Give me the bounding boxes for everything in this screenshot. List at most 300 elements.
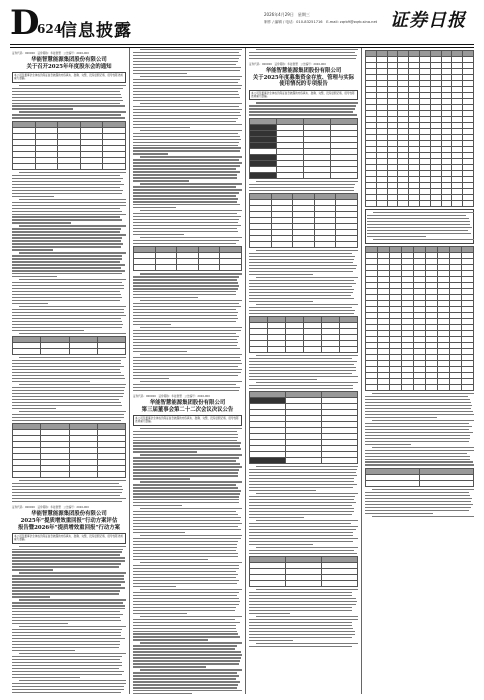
text-line xyxy=(12,656,122,657)
text-line xyxy=(249,526,358,527)
announcement-title xyxy=(12,57,126,70)
text-line xyxy=(12,414,124,415)
text-line xyxy=(12,193,122,194)
text-line xyxy=(133,192,239,193)
text-line xyxy=(12,396,123,397)
table-row xyxy=(13,163,126,169)
text-line xyxy=(12,175,120,176)
text-line xyxy=(12,608,125,609)
text-line xyxy=(249,604,356,605)
text-line xyxy=(133,171,240,172)
text-line xyxy=(133,306,241,307)
text-line xyxy=(12,297,122,298)
newspaper-logo: 证券日报 xyxy=(390,10,466,31)
text-line xyxy=(133,633,238,634)
body-text xyxy=(12,172,126,334)
text-line xyxy=(133,198,238,199)
table-cell xyxy=(286,346,304,352)
text-line xyxy=(12,214,126,215)
text-line xyxy=(249,370,356,371)
text-line xyxy=(12,294,121,295)
text-line xyxy=(249,538,358,539)
text-line xyxy=(365,441,469,442)
text-line xyxy=(133,201,237,202)
table-cell xyxy=(322,580,358,586)
text-line xyxy=(12,665,122,666)
text-line xyxy=(12,668,119,669)
text-line xyxy=(12,208,120,209)
body-text xyxy=(249,181,358,191)
table-cell xyxy=(13,472,41,478)
text-line xyxy=(133,159,239,160)
body-text xyxy=(365,393,474,466)
text-line xyxy=(133,189,242,190)
text-line xyxy=(249,613,290,614)
text-line xyxy=(365,510,469,511)
text-line xyxy=(133,106,239,107)
text-line xyxy=(12,94,121,95)
text-line xyxy=(133,607,236,608)
body-text xyxy=(249,466,358,554)
text-line xyxy=(256,616,358,617)
data-table xyxy=(365,468,474,487)
text-line xyxy=(365,507,471,508)
text-line xyxy=(133,112,240,113)
text-line xyxy=(19,411,126,412)
text-line xyxy=(133,586,176,587)
text-line xyxy=(372,447,474,448)
text-line xyxy=(19,480,126,481)
text-line xyxy=(133,613,187,614)
text-line xyxy=(12,288,124,289)
text-line xyxy=(133,645,237,646)
text-line xyxy=(133,330,241,331)
body-text xyxy=(249,49,358,59)
text-line xyxy=(249,364,354,365)
text-line xyxy=(133,493,240,494)
text-line xyxy=(133,348,240,349)
text-line xyxy=(133,636,240,637)
text-line xyxy=(133,291,236,292)
text-line xyxy=(133,520,240,521)
text-line xyxy=(365,438,470,439)
text-line xyxy=(365,501,471,502)
text-line xyxy=(133,231,238,232)
text-line xyxy=(249,271,353,272)
text-line xyxy=(12,303,48,304)
page-number: 624 xyxy=(37,22,63,36)
text-line xyxy=(12,659,120,660)
text-line xyxy=(133,180,189,181)
table-cell xyxy=(430,201,441,207)
text-line xyxy=(256,102,358,103)
text-line xyxy=(133,496,239,497)
title-line: 报告暨2026年“提质增效重回报”行动方案 xyxy=(17,524,121,531)
title-line: 华能智慧能源集团股份有限公司 xyxy=(149,399,226,406)
text-line xyxy=(12,309,124,310)
text-line xyxy=(12,291,120,292)
text-line xyxy=(365,461,473,462)
board-notice: 本公司及董事会全体成员保证信息披露的内容真实、准确、完整，没有虚假记载、误导性陈述或重大遗漏。 xyxy=(12,533,126,543)
table-cell xyxy=(250,346,268,352)
text-line xyxy=(133,565,239,566)
table-row xyxy=(250,241,358,247)
text-line xyxy=(249,478,354,479)
text-line xyxy=(133,127,190,128)
table-cell xyxy=(286,458,322,464)
data-table xyxy=(249,391,358,464)
text-line xyxy=(365,402,471,403)
text-line xyxy=(256,589,358,590)
text-line xyxy=(249,535,353,536)
table-cell xyxy=(336,241,358,247)
table-cell xyxy=(378,384,390,390)
text-line xyxy=(12,264,125,265)
text-line xyxy=(140,130,242,131)
text-line xyxy=(133,502,239,503)
text-line xyxy=(249,298,354,299)
table-row xyxy=(13,349,126,355)
text-line xyxy=(365,396,468,397)
text-line xyxy=(133,342,238,343)
text-line xyxy=(372,516,474,517)
text-line xyxy=(249,283,356,284)
text-line xyxy=(12,300,120,301)
text-line xyxy=(133,448,241,449)
text-line xyxy=(249,517,304,518)
text-line xyxy=(133,675,239,676)
table-cell xyxy=(58,163,81,169)
text-line xyxy=(12,557,125,558)
text-line xyxy=(12,578,124,579)
text-line xyxy=(249,595,352,596)
text-line xyxy=(256,493,358,494)
table-row xyxy=(13,472,126,478)
table-cell xyxy=(69,349,97,355)
text-line xyxy=(12,674,122,675)
text-line xyxy=(133,168,236,169)
text-line xyxy=(12,489,123,490)
table-cell xyxy=(387,201,398,207)
text-line xyxy=(133,619,235,620)
text-line xyxy=(249,52,355,53)
column-divider xyxy=(245,48,246,694)
data-table xyxy=(12,336,126,355)
text-line xyxy=(12,363,121,364)
text-line xyxy=(365,444,411,445)
text-line xyxy=(12,372,121,373)
text-line xyxy=(140,669,242,670)
section-letter: D xyxy=(10,3,40,43)
text-line xyxy=(249,114,357,115)
text-line xyxy=(133,384,236,385)
text-line xyxy=(249,634,355,635)
masthead-rule xyxy=(10,44,474,45)
text-line xyxy=(12,611,120,612)
text-line xyxy=(133,52,239,53)
table-cell xyxy=(314,241,336,247)
masthead xyxy=(0,0,484,46)
table-cell xyxy=(293,241,315,247)
text-line xyxy=(249,262,353,263)
text-line xyxy=(256,355,358,356)
text-line xyxy=(249,631,355,632)
text-line xyxy=(12,273,122,274)
text-line xyxy=(19,572,126,573)
body-text xyxy=(12,546,126,694)
text-line xyxy=(133,490,241,491)
text-line xyxy=(12,285,124,286)
body-text xyxy=(249,102,358,115)
text-line xyxy=(249,301,313,302)
text-line xyxy=(249,541,353,542)
text-line xyxy=(140,49,242,50)
stock-code-line: 证券代码：000000 证券简称：华能智慧 公告编号：2026-000 xyxy=(133,394,210,398)
table-cell xyxy=(420,480,474,486)
table-cell xyxy=(331,172,358,178)
text-line xyxy=(133,631,237,632)
text-line xyxy=(133,195,236,196)
text-line xyxy=(133,174,237,175)
body-text xyxy=(365,489,474,517)
text-line xyxy=(249,592,352,593)
text-line xyxy=(365,464,474,465)
text-line xyxy=(249,607,352,608)
text-line xyxy=(133,654,242,655)
text-line xyxy=(365,426,472,427)
text-line xyxy=(12,629,122,630)
text-line xyxy=(12,590,120,591)
text-line xyxy=(133,100,200,101)
text-line xyxy=(249,289,354,290)
text-line xyxy=(12,181,121,182)
text-line xyxy=(133,79,240,80)
data-table xyxy=(133,246,242,271)
text-line xyxy=(133,544,237,545)
table-cell xyxy=(366,480,420,486)
table-row xyxy=(134,265,242,271)
text-line xyxy=(249,376,358,377)
text-line xyxy=(133,85,242,86)
text-line xyxy=(133,547,237,548)
text-line xyxy=(12,569,53,570)
text-line xyxy=(12,315,126,316)
text-line xyxy=(133,121,236,122)
text-line xyxy=(133,324,171,325)
text-line xyxy=(133,475,238,476)
text-line xyxy=(133,207,176,208)
text-line xyxy=(12,211,122,212)
body-text xyxy=(12,85,126,119)
text-line xyxy=(12,114,121,115)
text-line xyxy=(133,333,236,334)
text-line xyxy=(12,641,120,642)
table-cell xyxy=(340,346,358,352)
table-cell xyxy=(366,384,378,390)
text-line xyxy=(19,85,126,86)
text-line xyxy=(12,381,90,382)
text-line xyxy=(249,484,357,485)
text-line xyxy=(12,378,125,379)
text-line xyxy=(12,190,123,191)
text-line xyxy=(133,431,237,432)
text-line xyxy=(133,693,192,694)
text-line xyxy=(133,336,239,337)
text-line xyxy=(12,222,71,223)
text-line xyxy=(365,495,470,496)
text-line xyxy=(12,117,125,118)
text-line xyxy=(12,261,120,262)
table-row xyxy=(250,458,358,464)
text-line xyxy=(133,648,235,649)
text-line xyxy=(133,684,238,685)
text-line xyxy=(249,105,356,106)
text-line xyxy=(365,423,469,424)
text-line xyxy=(133,390,239,391)
text-line xyxy=(133,297,198,298)
text-line xyxy=(133,345,237,346)
table-cell xyxy=(177,265,199,271)
title-line: 2025年“提质增效重回报”行动方案评估 xyxy=(20,517,118,524)
text-line xyxy=(249,472,356,473)
announcement-title xyxy=(12,511,126,531)
table-cell xyxy=(402,384,414,390)
section-name: 信息披露 xyxy=(60,21,132,41)
text-line xyxy=(133,666,206,667)
text-line xyxy=(249,108,355,109)
board-notice: 本公司及董事会全体成员保证信息披露的内容真实、准确、完整，没有虚假记载、误导性陈述或重大遗漏。 xyxy=(249,90,358,100)
text-line xyxy=(133,150,240,151)
text-line xyxy=(133,309,236,310)
text-line xyxy=(133,592,239,593)
text-line xyxy=(365,429,469,430)
text-line xyxy=(12,632,121,633)
text-line xyxy=(133,472,238,473)
text-line xyxy=(133,315,237,316)
text-line xyxy=(133,672,237,673)
body-text xyxy=(12,357,126,421)
data-table xyxy=(12,423,126,478)
text-line xyxy=(365,456,470,457)
text-line xyxy=(133,276,239,277)
table-cell xyxy=(390,384,402,390)
table-cell xyxy=(414,384,426,390)
text-line xyxy=(12,495,120,496)
text-line xyxy=(133,82,238,83)
announcement-header xyxy=(249,62,358,100)
text-line xyxy=(140,156,242,157)
text-line xyxy=(12,387,125,388)
text-line xyxy=(133,153,168,154)
text-line xyxy=(133,598,239,599)
text-line xyxy=(12,563,121,564)
text-line xyxy=(249,499,354,500)
text-line xyxy=(133,529,241,530)
text-line xyxy=(12,584,121,585)
text-line xyxy=(133,147,241,148)
text-line xyxy=(256,643,358,644)
text-line xyxy=(249,187,354,188)
text-line xyxy=(133,240,239,241)
text-line xyxy=(19,279,126,280)
text-line xyxy=(12,219,122,220)
text-line xyxy=(12,638,125,639)
table-cell xyxy=(97,349,125,355)
text-line xyxy=(256,382,358,383)
text-line xyxy=(372,489,474,490)
text-line xyxy=(133,445,240,446)
text-line xyxy=(12,399,119,400)
text-line xyxy=(249,385,353,386)
text-line xyxy=(249,511,354,512)
text-line xyxy=(12,205,126,206)
text-line xyxy=(12,692,121,693)
body-text xyxy=(133,273,242,391)
text-line xyxy=(12,255,122,256)
text-line xyxy=(133,165,240,166)
table-cell xyxy=(463,201,474,207)
body-text xyxy=(249,589,358,647)
text-line xyxy=(249,55,357,56)
text-line xyxy=(12,327,122,328)
text-line xyxy=(12,602,123,603)
text-line xyxy=(12,677,80,678)
text-line xyxy=(249,514,352,515)
text-line xyxy=(372,420,474,421)
table-cell xyxy=(322,346,340,352)
text-line xyxy=(19,252,126,253)
table-cell xyxy=(250,580,286,586)
text-line xyxy=(133,690,242,691)
text-line xyxy=(12,228,121,229)
table-cell xyxy=(304,172,331,178)
text-line xyxy=(133,363,242,364)
text-line xyxy=(249,487,353,488)
text-line xyxy=(133,73,187,74)
text-line xyxy=(249,379,317,380)
text-line xyxy=(12,635,121,636)
text-line xyxy=(140,454,242,455)
table-cell xyxy=(198,265,220,271)
text-line xyxy=(365,513,433,514)
text-line xyxy=(256,547,358,548)
text-line xyxy=(12,246,121,247)
text-line xyxy=(140,183,242,184)
text-line xyxy=(249,295,351,296)
table-cell xyxy=(452,201,463,207)
text-line xyxy=(12,486,122,487)
text-line xyxy=(19,546,126,547)
text-line xyxy=(133,651,241,652)
text-line xyxy=(133,660,240,661)
text-line xyxy=(133,70,240,71)
announcement-header xyxy=(133,394,242,426)
text-line xyxy=(367,224,470,225)
text-line xyxy=(365,435,470,436)
text-line xyxy=(249,550,354,551)
text-line xyxy=(133,556,238,557)
text-line xyxy=(19,306,126,307)
text-line xyxy=(365,492,469,493)
text-line xyxy=(133,357,240,358)
table-cell xyxy=(134,265,156,271)
text-line xyxy=(133,372,241,373)
table-cell xyxy=(426,384,438,390)
text-line xyxy=(12,240,121,241)
text-line xyxy=(249,502,356,503)
text-line xyxy=(133,440,237,441)
text-line xyxy=(12,593,119,594)
